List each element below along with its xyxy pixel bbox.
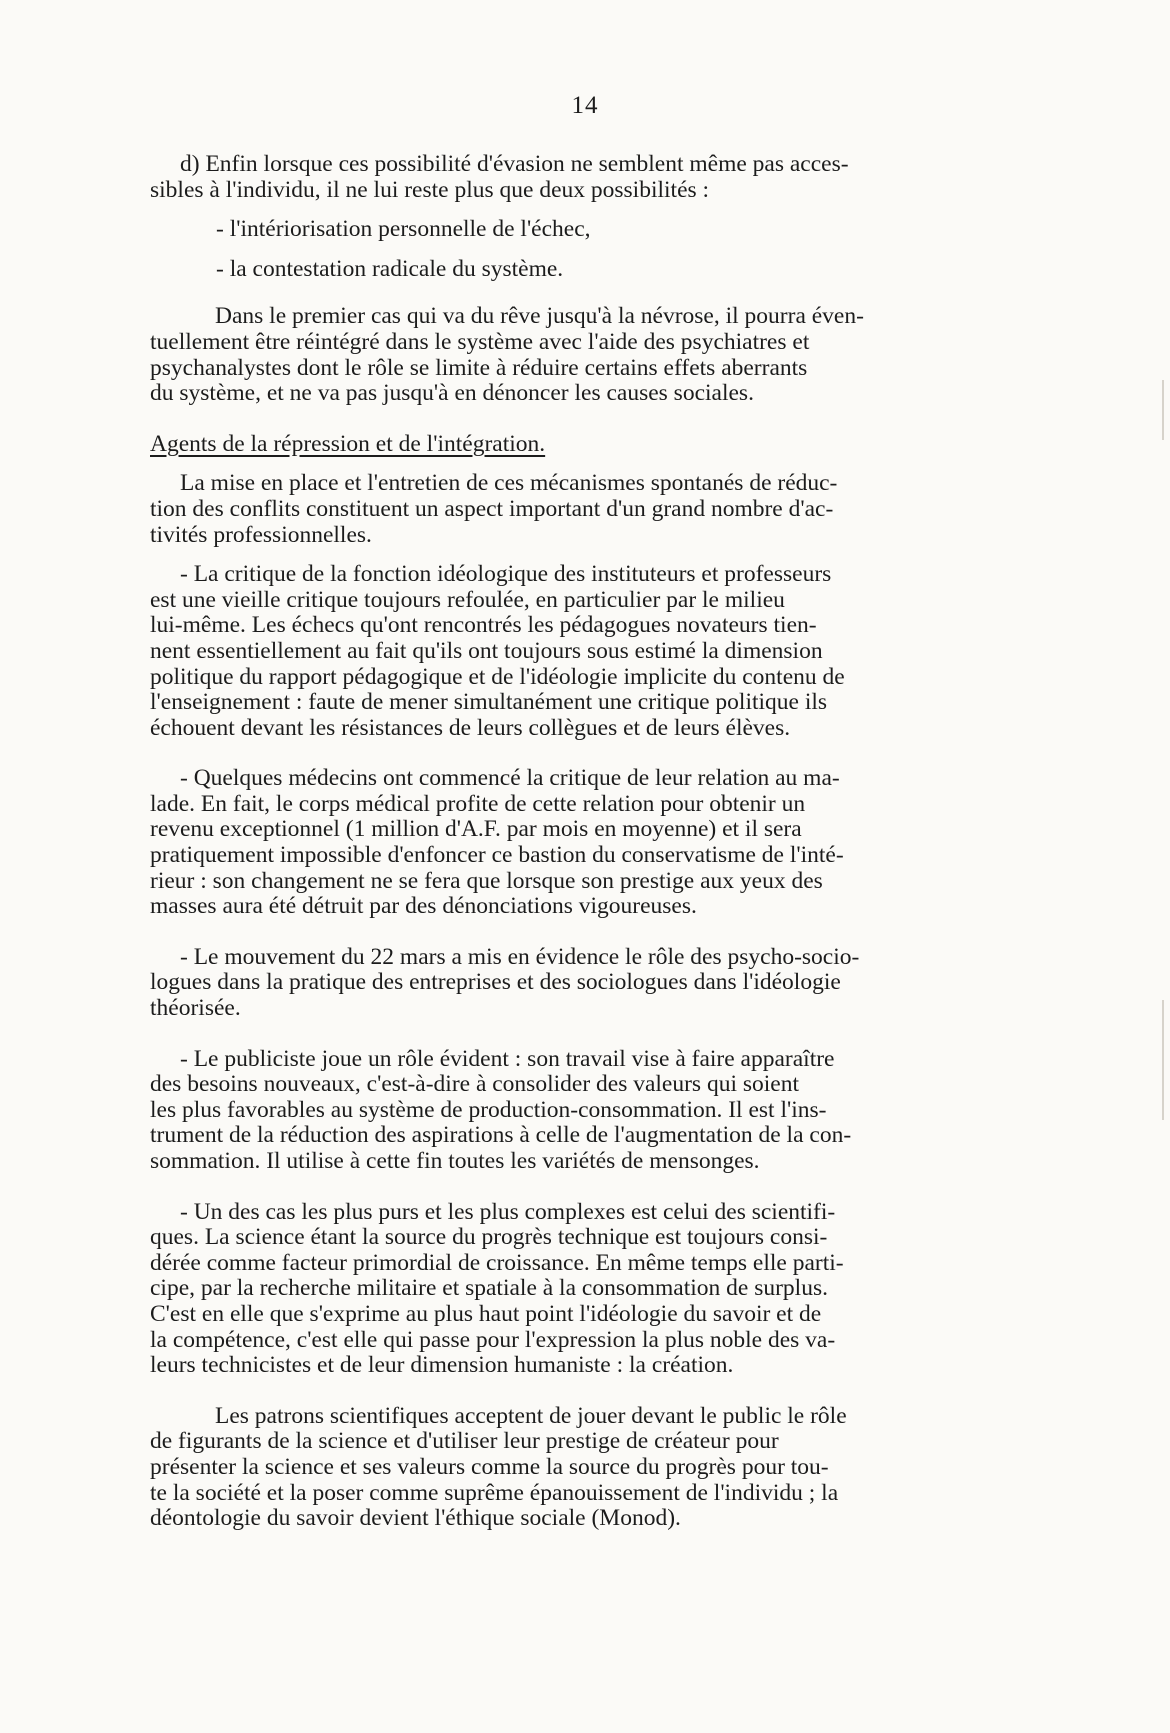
text-line: Agents de la répression et de l'intégration.	[150, 430, 546, 457]
paragraph-gap	[150, 741, 1070, 766]
scan-edge-mark	[1162, 1000, 1164, 1120]
text-line: échouent devant les résistances de leurs collègues et de leurs élèves.	[150, 714, 791, 741]
text-line: tion des conflits constituent un aspect important d'un grand nombre d'ac-	[150, 495, 834, 522]
text-line: la compétence, c'est elle qui passe pour l'expression la plus noble des va-	[150, 1326, 836, 1353]
text-line: C'est en elle que s'exprime au plus haut point l'idéologie du savoir et de	[150, 1300, 822, 1327]
paragraph-gap	[150, 548, 1070, 562]
paragraph-gap	[150, 243, 1070, 257]
text-line: leurs technicistes et de leur dimension humaniste : la création.	[150, 1352, 734, 1379]
text-line: de figurants de la science et d'utiliser leur prestige de créateur pour	[150, 1428, 779, 1455]
paragraph-scientifiques	[150, 1200, 1070, 1379]
text-line: - l'intériorisation personnelle de l'échec,	[216, 216, 591, 243]
text-line: d) Enfin lorsque ces possibilité d'évasion ne semblent même pas acces-	[180, 151, 849, 177]
text-line: La mise en place et l'entretien de ces mécanismes spontanés de réduc-	[180, 470, 838, 497]
paragraph-premier-cas	[150, 304, 1070, 406]
text-line: tuellement être réintégré dans le système avec l'aide des psychiatres et	[150, 328, 810, 355]
paragraph-gap	[150, 1379, 1070, 1404]
paragraph-evasion	[150, 152, 1070, 203]
text-line: masses aura été détruit par des dénonciations vigoureuses.	[150, 893, 697, 920]
text-line: lui-même. Les échecs qu'ont rencontrés les pédagogues novateurs tien-	[150, 612, 817, 639]
text-line: du système, et ne va pas jusqu'à en dénoncer les causes sociales.	[150, 380, 754, 407]
text-line: lade. En fait, le corps médical profite de cette relation pour obtenir un	[150, 790, 806, 817]
text-line: - Un des cas les plus purs et les plus complexes est celui des scientifi-	[180, 1198, 836, 1225]
text-line: Dans le premier cas qui va du rêve jusqu'à la névrose, il pourra éven-	[215, 303, 864, 330]
paragraph-publiciste	[150, 1047, 1070, 1175]
text-line: est une vieille critique toujours refoulée, en particulier par le milieu	[150, 586, 785, 613]
paragraph-instituteurs	[150, 562, 1070, 741]
text-line: sommation. Il utilise à cette fin toutes les variétés de mensonges.	[150, 1148, 760, 1174]
text-line: trument de la réduction des aspirations à celle de l'augmentation de la con-	[150, 1122, 852, 1149]
text-line: nent essentiellement au fait qu'ils ont toujours sous estimé la dimension	[150, 637, 823, 664]
paragraph-patrons	[150, 1404, 1070, 1532]
document-body	[150, 152, 1070, 1532]
paragraph-gap	[150, 282, 1070, 304]
text-line: cipe, par la recherche militaire et spatiale à la consommation de surplus.	[150, 1275, 828, 1302]
text-line: déontologie du savoir devient l'éthique sociale (Monod).	[150, 1505, 681, 1532]
text-line: pratiquement impossible d'enfoncer ce bastion du conservatisme de l'inté-	[150, 842, 844, 869]
section-heading	[150, 432, 1070, 458]
text-line: les plus favorables au système de production-consommation. Il est l'ins-	[150, 1096, 827, 1123]
paragraph-mouvement	[150, 945, 1070, 1022]
paragraph-gap	[150, 920, 1070, 945]
text-line: - Quelques médecins ont commencé la critique de leur relation au ma-	[180, 765, 840, 792]
scan-edge-mark	[1162, 380, 1164, 440]
text-line: te la société et la poser comme suprême épanouissement de l'individu ; la	[150, 1479, 839, 1506]
text-line: politique du rapport pédagogique et de l'idéologie implicite du contenu de	[150, 663, 845, 690]
page-number: 14	[571, 92, 599, 119]
paragraph-gap	[150, 203, 1070, 217]
paragraph-bullet-1	[150, 217, 1070, 243]
text-line: présenter la science et ses valeurs comme la source du progrès pour tou-	[150, 1453, 829, 1480]
paragraph-gap	[150, 407, 1070, 432]
text-line: - La critique de la fonction idéologique des instituteurs et professeurs	[180, 561, 832, 588]
paragraph-gap	[150, 1022, 1070, 1047]
text-line: - la contestation radicale du système.	[216, 255, 564, 282]
text-line: Les patrons scientifiques acceptent de jouer devant le public le rôle	[215, 1402, 847, 1429]
paragraph-gap	[150, 457, 1070, 471]
text-line: théorisée.	[150, 995, 241, 1022]
text-line: sibles à l'individu, il ne lui reste plus que deux possibilités :	[150, 176, 710, 203]
paragraph-medecins	[150, 766, 1070, 920]
text-line: psychanalystes dont le rôle se limite à réduire certains effets aberrants	[150, 354, 808, 381]
text-line: revenu exceptionnel (1 million d'A.F. par mois en moyenne) et il sera	[150, 816, 802, 843]
text-line: ques. La science étant la source du progrès technique est toujours consi-	[150, 1224, 828, 1251]
text-line: des besoins nouveaux, c'est-à-dire à consolider des valeurs qui soient	[150, 1071, 799, 1098]
text-line: tivités professionnelles.	[150, 521, 372, 548]
paragraph-mise-en-place	[150, 471, 1070, 548]
paragraph-gap	[150, 1175, 1070, 1200]
text-line: rieur : son changement ne se fera que lorsque son prestige aux yeux des	[150, 867, 823, 894]
paragraph-bullet-2	[150, 257, 1070, 283]
text-line: - Le mouvement du 22 mars a mis en évidence le rôle des psycho-socio-	[180, 943, 860, 970]
text-line: l'enseignement : faute de mener simultanément une critique politique ils	[150, 689, 828, 716]
text-line: dérée comme facteur primordial de croissance. En même temps elle parti-	[150, 1249, 844, 1276]
text-line: logues dans la pratique des entreprises et des sociologues dans l'idéologie	[150, 969, 841, 996]
text-line: - Le publiciste joue un rôle évident : son travail vise à faire apparaître	[180, 1045, 835, 1072]
